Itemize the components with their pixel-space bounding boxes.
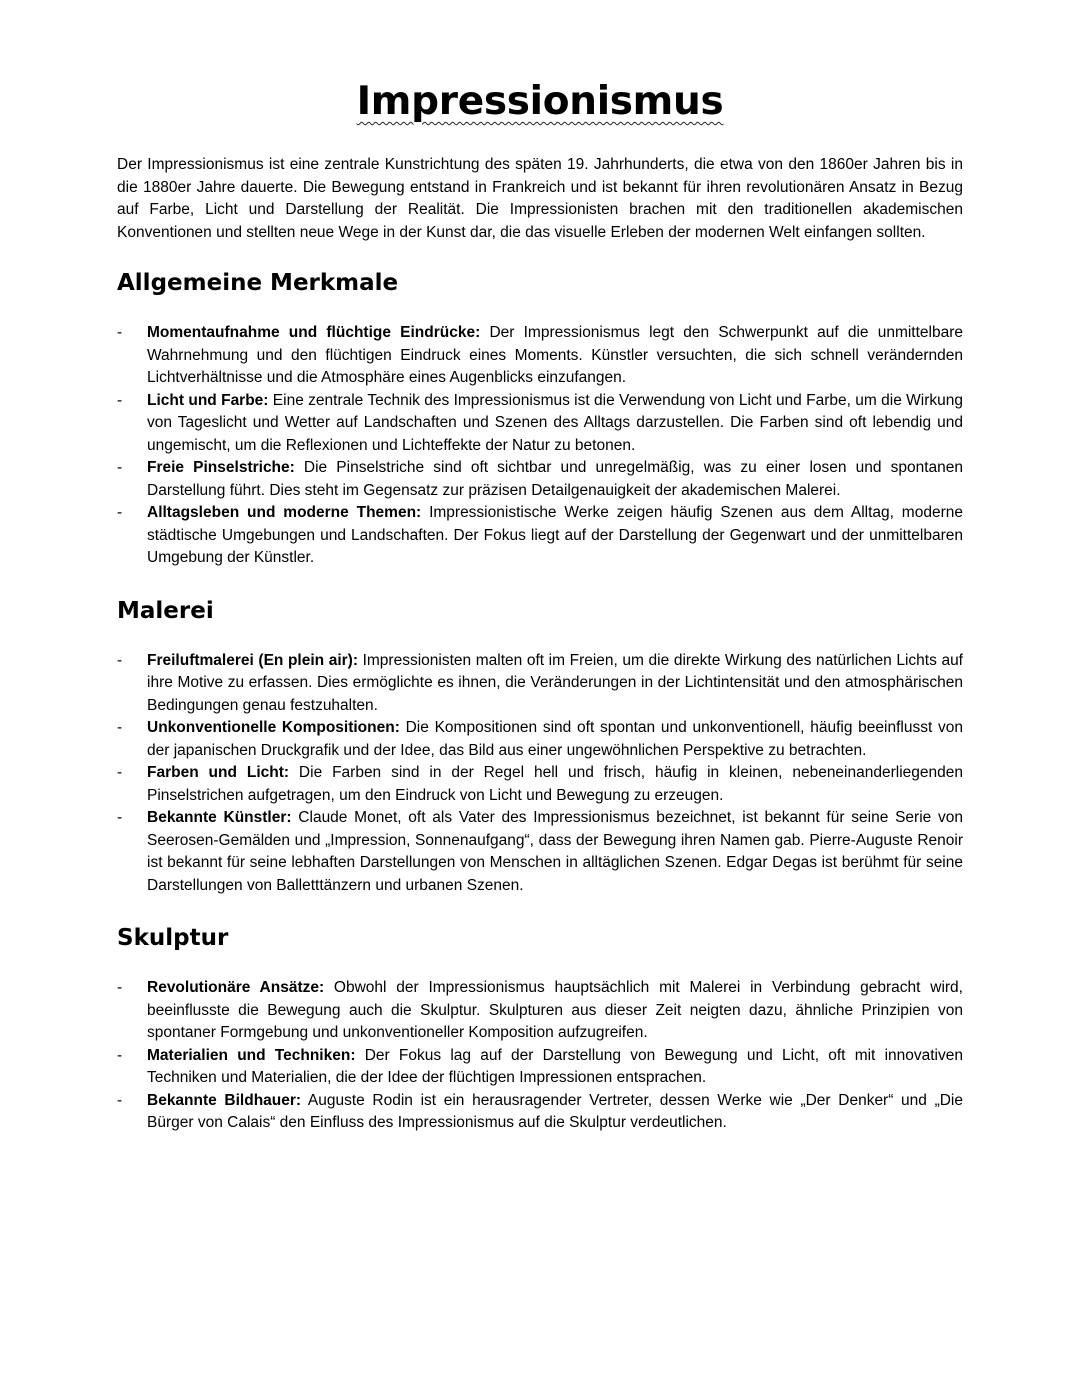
item-term: Freiluftmalerei (En plein air): [147, 651, 358, 669]
section-heading: Skulptur [117, 925, 229, 951]
list-item [117, 807, 963, 897]
dash-bullet-icon: - [117, 391, 123, 409]
item-term: Momentaufnahme und flüchtige Eindrücke: [147, 324, 481, 341]
item-text: Der Fokus lag auf der Darstellung von Bewegung und Licht, oft mit innovativen Techniken und Materialien, die der Idee der flüchtigen Impressionen entsprachen. [147, 1046, 963, 1086]
item-text: Claude Monet, oft als Vater des Impressionismus bezeichnet, ist bekannt für seine Serie von Seerosen-Gemälden und „Impression, Sonnenaufgang“, dass der Bewegung ihren Namen gab. Pierre-Auguste Renoir ist bekannt für seine lebhaften Darstellungen von Menschen in alltäglichen Szenen. Edgar Degas ist berühmt für seine Darstellungen von Balletttänzern und urbanen Szenen. [147, 809, 963, 894]
section-allgemeine-merkmale [117, 268, 963, 570]
item-text: Impressionisten malten oft im Freien, um die direkte Wirkung des natürlichen Lichts auf ihre Motive zu erfassen. Dies ermöglichte es ihnen, die Veränderungen in der Lichtintensität und den atmosphärischen Bedingungen genau festzuhalten. [147, 651, 963, 714]
item-term: Freie Pinselstriche: [147, 459, 295, 476]
bullet-list [117, 322, 963, 570]
title-wrapper [117, 78, 963, 126]
item-text: Impressionistische Werke zeigen häufig Szenen aus dem Alltag, moderne städtische Umgebungen und Landschaften. Der Fokus liegt auf der Darstellung der Gegenwart und der unmittelbaren Umgebung der Künstler. [147, 504, 963, 566]
dash-bullet-icon: - [117, 1046, 123, 1064]
bullet-list [117, 977, 963, 1135]
dash-bullet-icon: - [117, 719, 123, 736]
bullet-list [117, 650, 963, 898]
list-item [117, 717, 963, 762]
list-item [117, 650, 963, 718]
intro-paragraph: Der Impressionismus ist eine zentrale Kunstrichtung des späten 19. Jahrhunderts, die etwa von den 1860er Jahren bis in die 1880er Jahre dauerte. Die Bewegung entstand in Frankreich und ist bekannt für ihren revolutionären Ansatz in Bezug auf Farbe, Licht und Darstellung der Realität. Die Impressionisten brachen mit den traditionellen akademischen Konventionen und stellten neue Wege in der Kunst dar, die das visuelle Erleben der modernen Welt einfangen sollten. [117, 156, 963, 241]
item-text: Die Pinselstriche sind oft sichtbar und unregelmäßig, was zu einer losen und spontanen Darstellung führt. Dies steht im Gegensatz zur präzisen Detailgenauigkeit der akademischen Malerei. [147, 459, 963, 499]
dash-bullet-icon: - [117, 459, 123, 476]
item-text: Der Impressionismus legt den Schwerpunkt auf die unmittelbare Wahrnehmung und den flüchtigen Eindruck eines Moments. Künstler versuchten, die sich schnell verändernden Lichtverhältnisse und die Atmosphäre eines Augenblicks einzufangen. [147, 324, 964, 386]
item-text: Auguste Rodin ist ein herausragender Vertreter, dessen Werke wie „Der Denker“ und „Die Bürger von Calais“ den Einfluss des Impressionismus auf die Skulptur verdeutlichen. [147, 1091, 963, 1131]
document-page [117, 78, 963, 1161]
document-title: Impressionismus [356, 79, 724, 124]
list-item [117, 762, 963, 807]
list-item [117, 457, 963, 502]
section-heading: Allgemeine Merkmale [117, 270, 399, 296]
list-item [117, 1090, 963, 1135]
dash-bullet-icon: - [117, 324, 123, 341]
item-text: Die Farben sind in der Regel hell und frisch, häufig in kleinen, nebeneinanderliegenden Pinselstrichen aufgetragen, um den Eindruck von Licht und Bewegung zu erzeugen. [147, 764, 963, 804]
item-term: Farben und Licht: [147, 764, 290, 781]
item-term: Unkonventionelle Kompositionen: [147, 719, 400, 736]
item-term: Bekannte Bildhauer: [147, 1091, 302, 1109]
item-term: Revolutionäre Ansätze: [147, 979, 325, 996]
section-skulptur [117, 923, 963, 1135]
dash-bullet-icon: - [117, 979, 123, 996]
list-item [117, 502, 963, 570]
list-item [117, 1045, 963, 1090]
list-item [117, 390, 963, 458]
item-term: Licht und Farbe: [147, 391, 269, 409]
section-malerei [117, 596, 963, 898]
dash-bullet-icon: - [117, 764, 123, 781]
item-term: Bekannte Künstler: [147, 809, 292, 826]
item-term: Materialien und Techniken: [147, 1046, 356, 1064]
item-text: Obwohl der Impressionismus hauptsächlich mit Malerei in Verbindung gebracht wird, beeinflusste die Bewegung auch die Skulptur. Skulpturen aus dieser Zeit neigten dazu, ähnliche Prinzipien von spontaner Formgebung und unkonventioneller Komposition aufzugreifen. [147, 979, 963, 1041]
item-term: Alltagsleben und moderne Themen: [147, 504, 422, 521]
dash-bullet-icon: - [117, 651, 123, 669]
item-text: Eine zentrale Technik des Impressionismus ist die Verwendung von Licht und Farbe, um die Wirkung von Tageslicht und Wetter auf Landschaften und Szenen des Alltags darzustellen. Die Farben sind oft lebendig und ungemischt, um die Reflexionen und Lichteffekte der Natur zu betonen. [147, 391, 963, 454]
list-item [117, 322, 963, 390]
item-text: Die Kompositionen sind oft spontan und unkonventionell, häufig beeinflusst von der japanischen Druckgrafik und der Idee, das Bild aus einer ungewöhnlichen Perspektive zu betrachten. [147, 719, 963, 759]
section-heading: Malerei [117, 597, 214, 624]
dash-bullet-icon: - [117, 809, 123, 826]
list-item [117, 977, 963, 1045]
dash-bullet-icon: - [117, 504, 123, 521]
dash-bullet-icon: - [117, 1091, 123, 1109]
